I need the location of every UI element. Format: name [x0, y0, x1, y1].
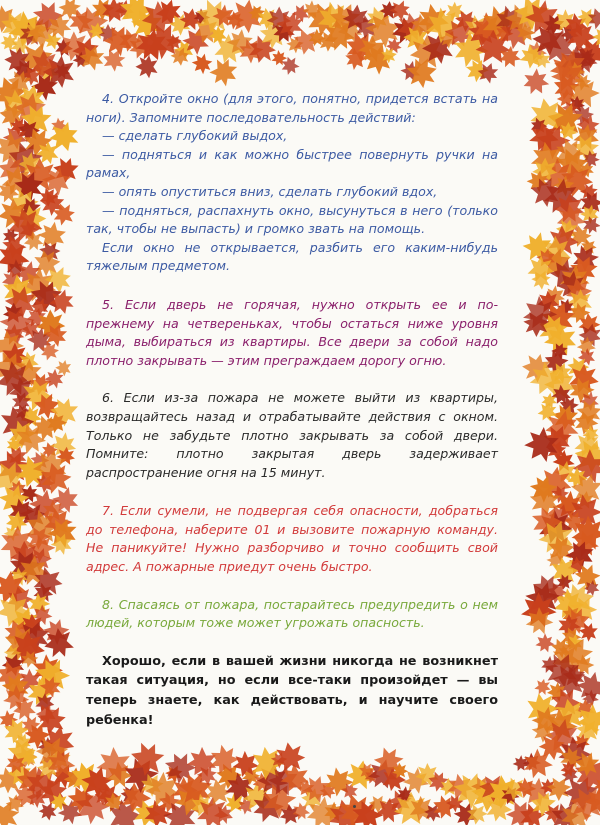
section-4-lead: 4. Откройте окно (для этого, понятно, придется встать на ноги). Запомните последовательность действий:: [86, 91, 498, 125]
section-8: 8. Спасаясь от пожара, постарайтесь предупредить о нем людей, которым тоже может угрожать опасность.: [86, 596, 498, 631]
section-7: 7. Если сумели, не подвергая себя опасности, добраться до телефона, наберите 01 и вызовите пожарную команду. Не паникуйте! Нужно разборчиво и точно сообщить свой адрес. А пожарные приедут очень быстро.: [86, 503, 498, 575]
section-4-step-4: — подняться, распахнуть окно, высунуться в него (только так, чтобы не выпасть) и громко звать на помощь.: [86, 202, 498, 237]
leaf-ornament: [55, 359, 71, 376]
section-4-step-2: — подняться и как можно быстрее повернуть ручки на рамах,: [86, 146, 498, 181]
page-dot: [353, 805, 356, 808]
section-4-step-1: — сделать глубокий выдох,: [102, 128, 288, 144]
leaf-ornament: [519, 66, 553, 100]
leaf-ornament: [135, 55, 157, 78]
section-5: 5. Если дверь не горячая, нужно открыть ее и по-прежнему на четвереньках, чтобы остаться ниже уровня дыма, выбираться из квартиры. Все двери за собой надо плотно закрывать — этим преграждаем дорогу огню.: [86, 296, 498, 368]
section-4-step-3: — опять опуститься вниз, сделать глубокий вдох,: [102, 183, 438, 199]
section-4-note: Если окно не открывается, разбить его каким-нибудь тяжелым предметом.: [86, 239, 498, 274]
section-4: [86, 90, 498, 276]
memo-text: [86, 90, 498, 730]
closing-message: Хорошо, если в вашей жизни никогда не возникнет такая ситуация, но если все-таки произойдет — вы теперь знаете, как действовать, и научите своего ребенка!: [86, 653, 498, 728]
section-6: 6. Если из-за пожара не можете выйти из квартиры, возвращайтесь назад и отрабатывайте действия с окном. Только не забудьте плотно закрывать за собой двери. Помните: плотно закрытая дверь задерживает распространение огня на 15 минут.: [86, 390, 498, 480]
